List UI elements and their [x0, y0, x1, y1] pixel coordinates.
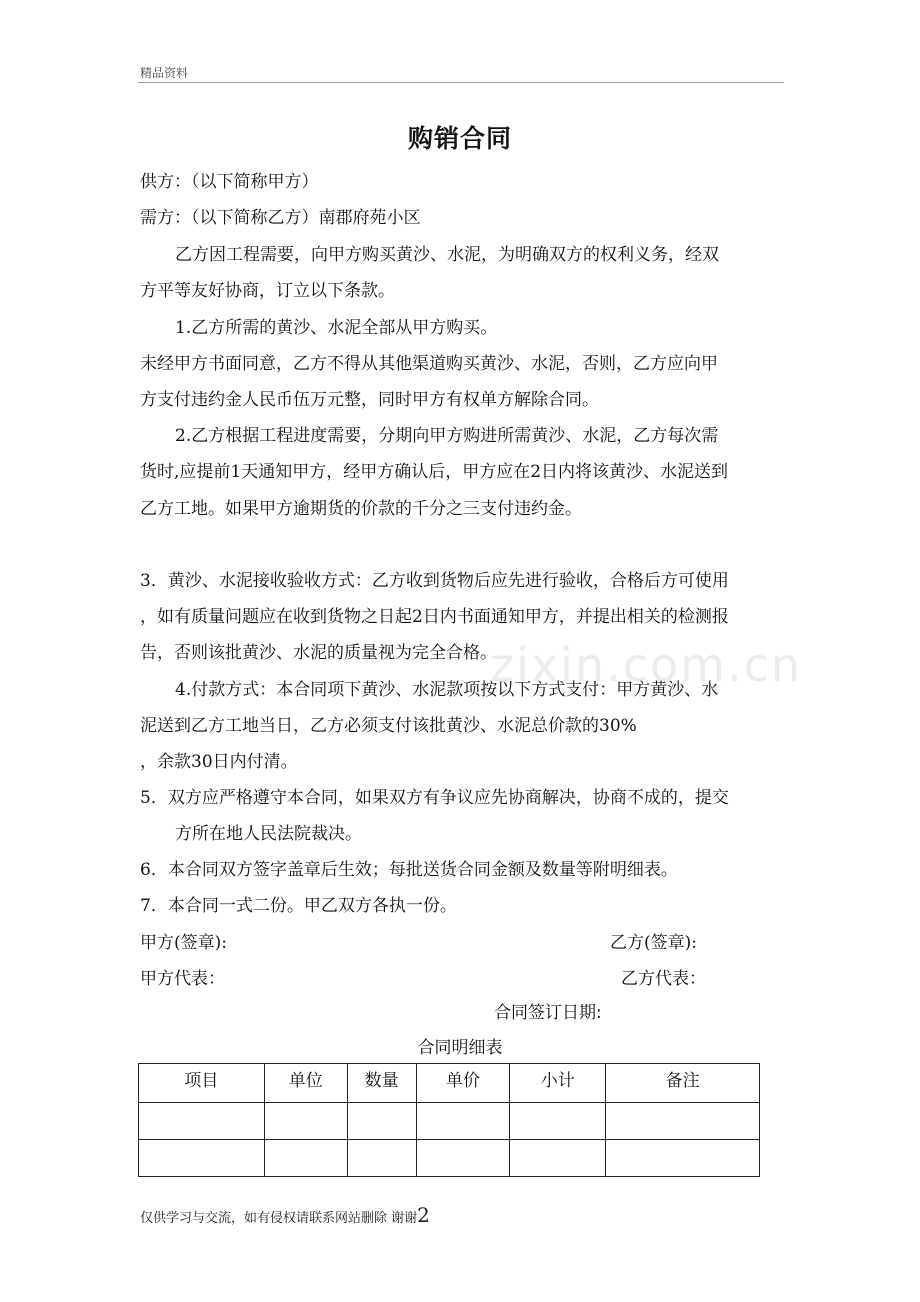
clause-1-line-2: 未经甲方书面同意，乙方不得从其他渠道购买黄沙、水泥，否则，乙方应向甲	[140, 354, 718, 374]
clause-2-line-3: 乙方工地。如果甲方逾期货的价款的千分之三支付违约金。	[140, 499, 582, 519]
table-cell	[416, 1140, 510, 1177]
clause-3-line-1: 3．黄沙、水泥接收验收方式：乙方收到货物后应先进行验收，合格后方可使用	[140, 571, 729, 591]
column-header-quantity: 数量	[347, 1064, 416, 1103]
clause-4-line-3: ，余款30日内付清。	[140, 752, 298, 772]
table-cell	[139, 1103, 265, 1140]
table-cell	[606, 1103, 760, 1140]
clause-5-line-1: 5．双方应严格遵守本合同，如果双方有争议应先协商解决，协商不成的，提交	[140, 788, 729, 808]
table-cell	[606, 1140, 760, 1177]
column-header-unit: 单位	[264, 1064, 347, 1103]
table-cell	[416, 1103, 510, 1140]
detail-table-caption: 合同明细表	[417, 1038, 503, 1058]
page-number: 2	[417, 1203, 430, 1227]
table-cell	[264, 1103, 347, 1140]
header-divider	[138, 82, 784, 83]
clause-5-line-2: 方所在地人民法院裁决。	[175, 824, 362, 844]
header-label: 精品资料	[140, 66, 189, 80]
clause-3-line-3: 告，否则该批黄沙、水泥的质量视为完全合格。	[140, 643, 497, 663]
clause-3-line-2: ，如有质量问题应在收到货物之日起2日内书面通知甲方，并提出相关的检测报	[140, 607, 729, 627]
sign-date: 合同签订日期:	[494, 1003, 602, 1023]
table-cell	[347, 1140, 416, 1177]
detail-table	[138, 1063, 760, 1177]
column-header-unit-price: 单价	[416, 1064, 510, 1103]
column-header-subtotal: 小计	[510, 1064, 606, 1103]
supplier-line: 供方：（以下简称甲方）	[140, 172, 319, 192]
watermark: zixin.com.cn	[490, 638, 803, 692]
party-a-representative: 甲方代表：	[140, 969, 225, 989]
party-b-signature: 乙方(签章):	[610, 933, 697, 953]
table-cell	[510, 1103, 606, 1140]
party-a-signature: 甲方(签章):	[140, 933, 227, 953]
clause-7: 7．本合同一式二份。甲乙双方各执一份。	[140, 896, 457, 916]
clause-6: 6．本合同双方签字盖章后生效；每批送货合同金额及数量等附明细表。	[140, 860, 678, 880]
clause-2-line-1: 2.乙方根据工程进度需要，分期向甲方购进所需黄沙、水泥，乙方每次需	[175, 426, 719, 446]
table-cell	[139, 1140, 265, 1177]
table-cell	[347, 1103, 416, 1140]
clause-1-line-3: 方支付违约金人民币伍万元整，同时甲方有权单方解除合同。	[140, 390, 599, 410]
intro-line-1: 乙方因工程需要，向甲方购买黄沙、水泥，为明确双方的权利义务，经双	[175, 245, 719, 265]
clause-2-line-2: 货时,应提前1天通知甲方，经甲方确认后，甲方应在2日内将该黄沙、水泥送到	[140, 462, 729, 482]
intro-line-2: 方平等友好协商，订立以下条款。	[140, 281, 395, 301]
table-row	[139, 1140, 760, 1177]
table-header-row	[139, 1064, 760, 1103]
table-cell	[264, 1140, 347, 1177]
clause-4-line-2: 泥送到乙方工地当日，乙方必须支付该批黄沙、水泥总价款的30%	[140, 716, 637, 736]
column-header-item: 项目	[139, 1064, 265, 1103]
document-title: 购销合同	[407, 124, 512, 153]
party-b-representative: 乙方代表：	[621, 969, 706, 989]
column-header-remarks: 备注	[606, 1064, 760, 1103]
table-row	[139, 1103, 760, 1140]
clause-4-line-1: 4.付款方式：本合同项下黄沙、水泥款项按以下方式支付：甲方黄沙、水	[175, 680, 719, 700]
buyer-line: 需方：（以下简称乙方）南郡府苑小区	[140, 208, 421, 228]
clause-1-line-1: 1.乙方所需的黄沙、水泥全部从甲方购买。	[175, 318, 498, 338]
footer	[140, 1203, 430, 1227]
footer-text: 仅供学习与交流，如有侵权请联系网站删除 谢谢	[140, 1211, 418, 1226]
table-cell	[510, 1140, 606, 1177]
